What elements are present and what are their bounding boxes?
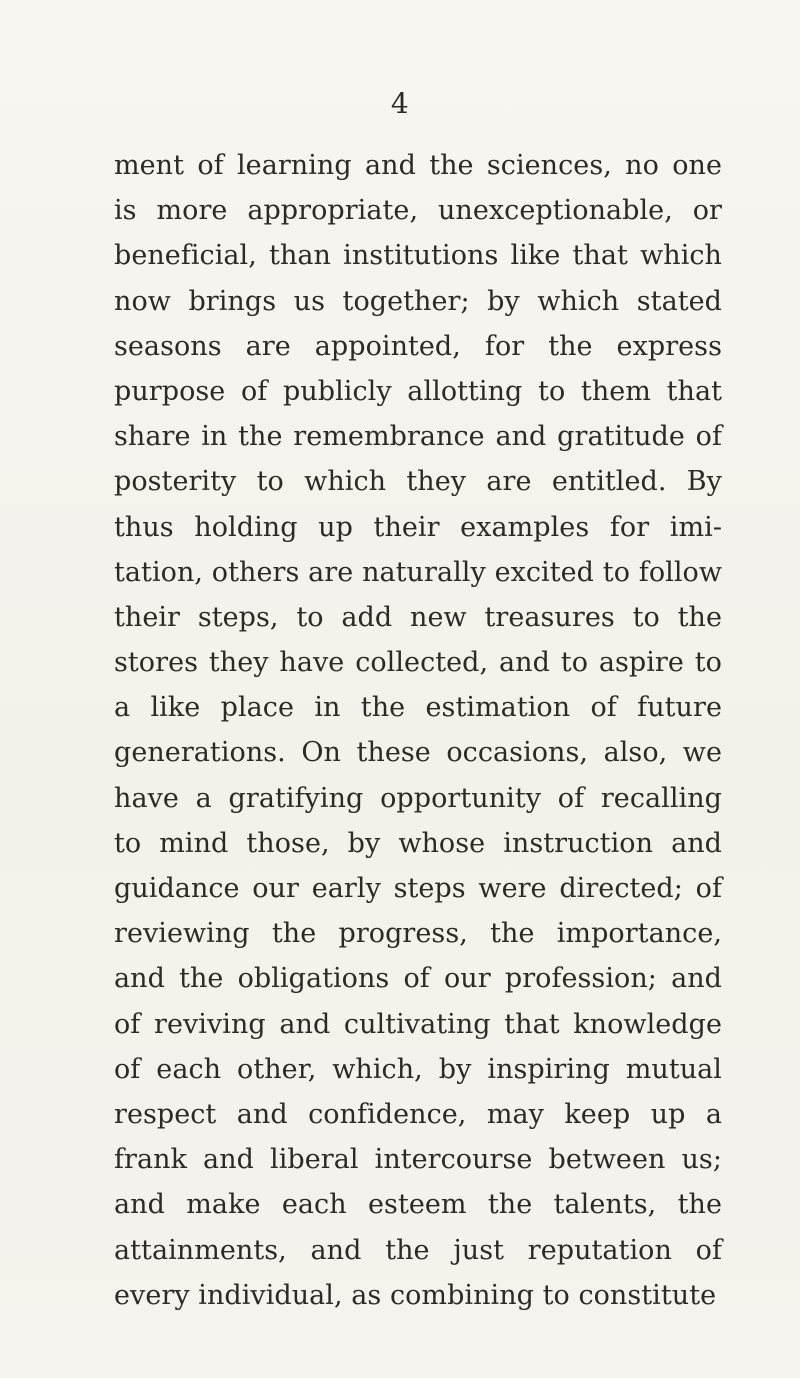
text-line: now brings us together; by which stated	[114, 285, 722, 317]
text-line: of reviving and cultivating that knowledge	[114, 1008, 722, 1040]
text-line: have a gratifying opportunity of recalling	[114, 782, 722, 814]
text-line: attainments, and the just reputation of	[114, 1234, 722, 1266]
text-line: to mind those, by whose instruction and	[114, 827, 722, 859]
text-line: reviewing the progress, the importance,	[114, 918, 722, 950]
text-line: tation, others are naturally excited to follow	[114, 556, 722, 588]
text-line: and the obligations of our profession; and	[114, 963, 722, 995]
text-line: thus holding up their examples for imi-	[114, 511, 722, 543]
text-line: share in the remembrance and gratitude of	[114, 421, 722, 453]
text-line: every individual, as combining to constitute	[114, 1279, 717, 1311]
page-number: 4	[390, 87, 410, 120]
text-line: generations. On these occasions, also, we	[114, 737, 722, 769]
text-line: their steps, to add new treasures to the	[114, 601, 722, 633]
text-line: is more appropriate, unexceptionable, or	[114, 195, 722, 227]
text-line: respect and confidence, may keep up a	[114, 1098, 722, 1130]
text-line: of each other, which, by inspiring mutual	[114, 1053, 722, 1085]
text-line: beneficial, than institutions like that which	[114, 240, 722, 272]
text-line: posterity to which they are entitled. By	[114, 466, 722, 498]
text-line: and make each esteem the talents, the	[114, 1189, 722, 1221]
text-line: frank and liberal intercourse between us;	[114, 1144, 722, 1176]
text-line: purpose of publicly allotting to them that	[114, 375, 722, 407]
body-text	[114, 143, 722, 1318]
text-line: stores they have collected, and to aspire to	[114, 647, 722, 679]
text-line: a like place in the estimation of future	[114, 692, 722, 724]
text-line: seasons are appointed, for the express	[114, 330, 722, 362]
text-line: ment of learning and the sciences, no one	[114, 150, 722, 181]
text-line: guidance our early steps were directed; of	[114, 873, 722, 904]
